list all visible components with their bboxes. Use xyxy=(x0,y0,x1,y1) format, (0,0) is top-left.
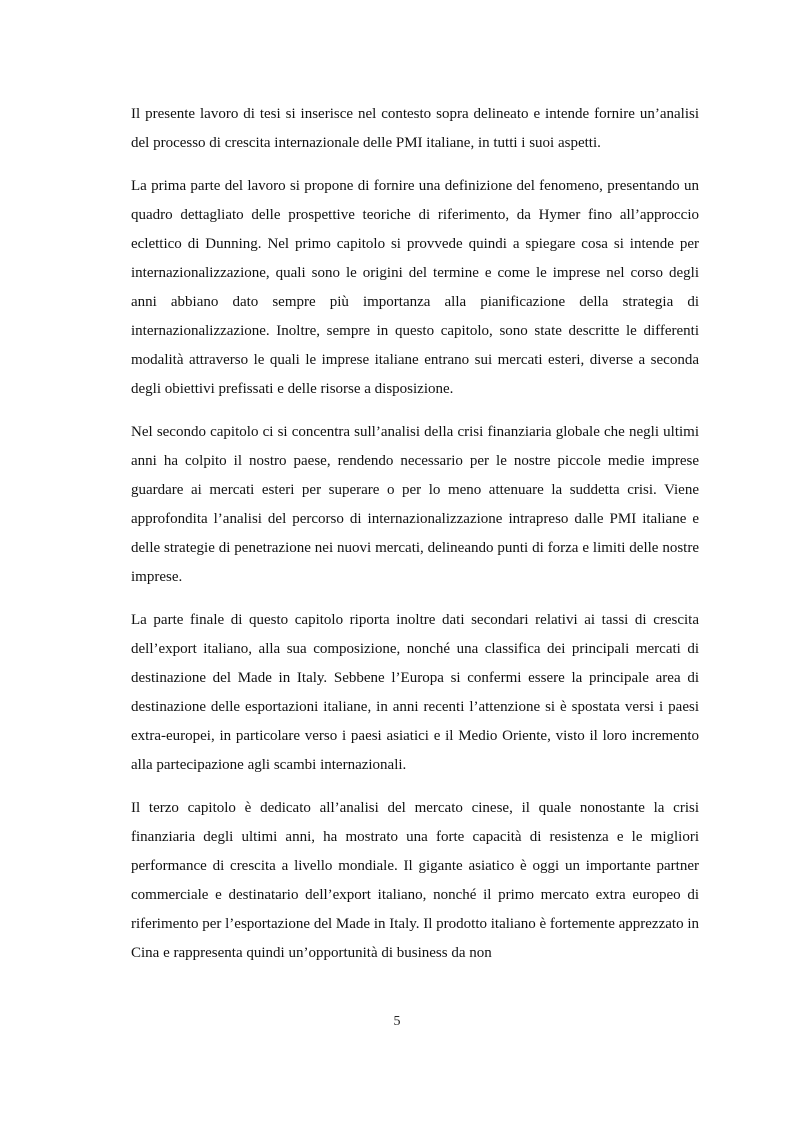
paragraph-final-part: La parte finale di questo capitolo riporta inoltre dati secondari relativi ai tassi di crescita dell’export italiano, alla sua composizione, nonché una classifica dei principali mercati di destinazione del Made in Italy. Sebbene l’Europa si confermi essere la principale area di destinazione delle esportazioni italiane, in anni recenti l’attenzione si è spostata versi i paesi extra-europei, in particolare verso i paesi asiatici e il Medio Oriente, visto il loro incremento alla partecipazione agli scambi internazionali. xyxy=(131,612,699,773)
paragraph-third-chapter: Il terzo capitolo è dedicato all’analisi del mercato cinese, il quale nonostante la crisi finanziaria degli ultimi anni, ha mostrato una forte capacità di resistenza e le migliori performance di crescita a livello mondiale. Il gigante asiatico è oggi un importante partner commerciale e destinatario dell’export italiano, nonché il primo mercato extra europeo di riferimento per l’esportazione del Made in Italy. Il prodotto italiano è fortemente apprezzato in Cina e rappresenta quindi un’opportunità di business da non xyxy=(131,800,699,961)
paragraph-first-part: La prima parte del lavoro si propone di fornire una definizione del fenomeno, presentando un quadro dettagliato delle prospettive teoriche di riferimento, da Hymer fino all’approccio eclettico di Dunning. Nel primo capitolo si provvede quindi a spiegare cosa si intende per internazionalizzazione, quali sono le origini del termine e come le imprese nel corso degli anni abbiano dato sempre più importanza alla pianificazione della strategia di internazionalizzazione. Inoltre, sempre in questo capitolo, sono state descritte le differenti modalità attraverso le quali le imprese italiane entrano sui mercati esteri, diverse a seconda degli obiettivi prefissati e delle risorse a disposizione. xyxy=(131,178,699,397)
paragraph-intro: Il presente lavoro di tesi si inserisce nel contesto sopra delineato e intende fornire un’analisi del processo di crescita internazionale delle PMI italiane, in tutti i suoi aspetti. xyxy=(131,106,699,151)
body-text xyxy=(131,100,699,982)
page-number: 5 xyxy=(393,1014,401,1029)
paragraph-second-chapter: Nel secondo capitolo ci si concentra sull’analisi della crisi finanziaria globale che negli ultimi anni ha colpito il nostro paese, rendendo necessario per le nostre piccole medie imprese guardare ai mercati esteri per superare o per lo meno attenuare la suddetta crisi. Viene approfondita l’analisi del percorso di internazionalizzazione intrapreso dalle PMI italiane e delle strategie di penetrazione nei nuovi mercati, delineando punti di forza e limiti delle nostre imprese. xyxy=(131,424,699,585)
